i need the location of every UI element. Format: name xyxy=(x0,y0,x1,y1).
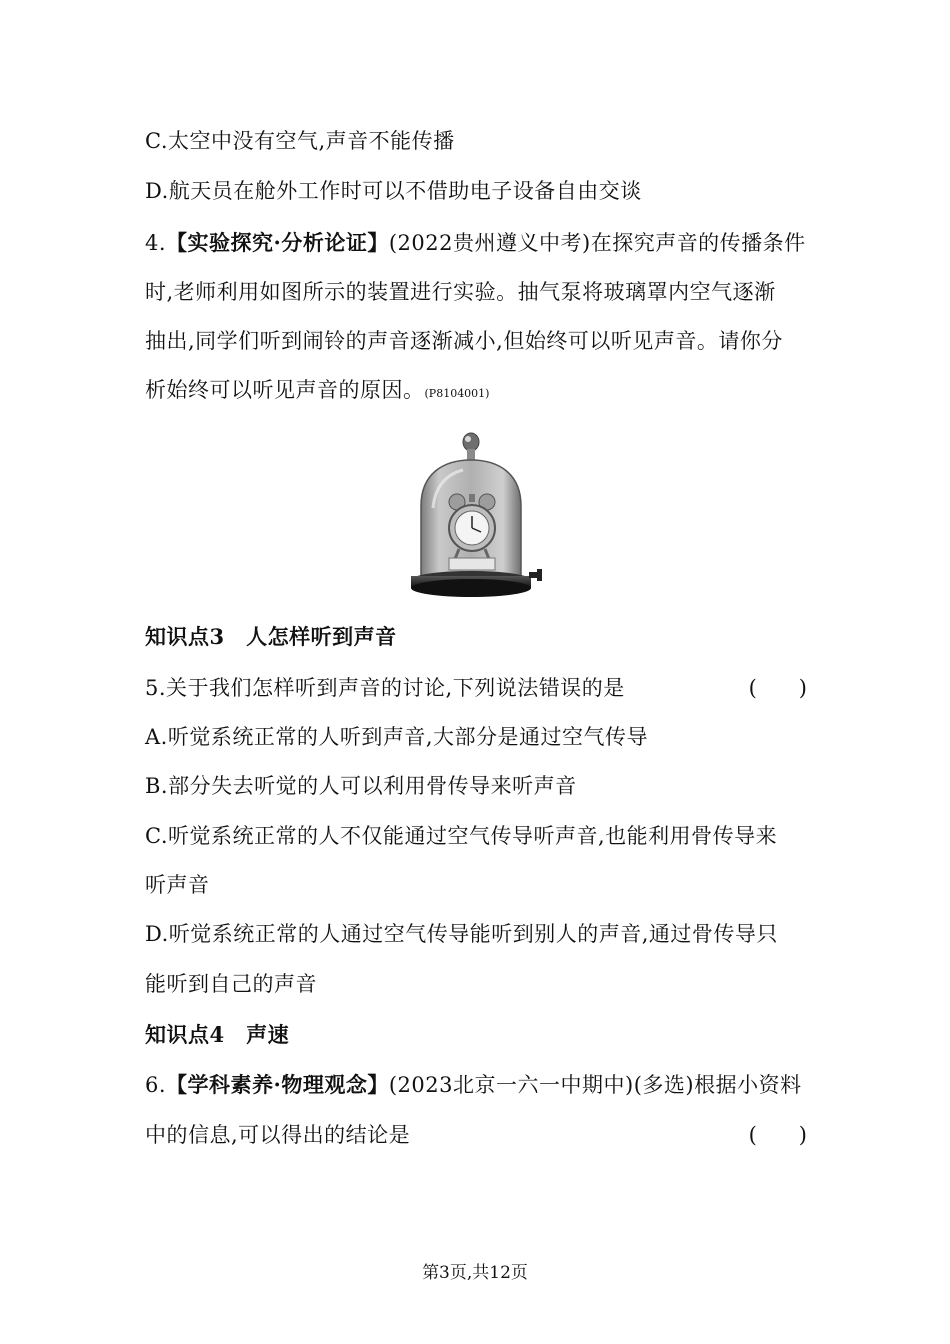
q4-code: (P8104001) xyxy=(424,387,490,400)
section-heading-k3: 知识点3 人怎样听到声音 xyxy=(145,624,397,649)
q5-option-c-line-2: 听声音 xyxy=(145,873,210,897)
q3-option-d: D.航天员在舱外工作时可以不借助电子设备自由交谈 xyxy=(145,179,642,203)
q5-option-d-line-2: 能听到自己的声音 xyxy=(145,972,317,996)
q4-line-2: 时,老师利用如图所示的装置进行实验。抽气泵将玻璃罩内空气逐渐 xyxy=(145,280,776,304)
q6-answer-paren: ( ) xyxy=(748,1123,807,1147)
q6-line-2: 中的信息,可以得出的结论是 xyxy=(145,1123,411,1147)
q4-source: (2022贵州遵义中考)在探究声音的传播条件 xyxy=(388,231,806,255)
q6-tag: 【学科素养·物理观念】 xyxy=(166,1072,389,1097)
q4-line-1 xyxy=(145,228,806,258)
q5-option-a: A.听觉系统正常的人听到声音,大部分是通过空气传导 xyxy=(145,725,649,749)
q5-option-c-line-1: C.听觉系统正常的人不仅能通过空气传导听声音,也能利用骨传导来 xyxy=(145,824,778,848)
q4-tag: 【实验探究·分析论证】 xyxy=(166,230,389,255)
q4-line-3: 抽出,同学们听到闹铃的声音逐渐减小,但始终可以听见声音。请你分 xyxy=(145,329,783,353)
q3-option-c: C.太空中没有空气,声音不能传播 xyxy=(145,129,455,153)
section-heading-k4: 知识点4 声速 xyxy=(145,1022,290,1047)
bell-jar-alarm-clock-figure xyxy=(407,428,545,600)
q6-number: 6. xyxy=(145,1073,167,1097)
q6-line-1 xyxy=(145,1070,802,1100)
q5-stem: 5.关于我们怎样听到声音的讨论,下列说法错误的是 xyxy=(145,676,625,700)
q5-option-b: B.部分失去听觉的人可以利用骨传导来听声音 xyxy=(145,774,577,798)
q5-answer-paren: ( ) xyxy=(748,676,807,700)
q4-line-4 xyxy=(145,375,489,409)
q4-line-4-text: 析始终可以听见声音的原因。 xyxy=(145,378,425,402)
clock-stand xyxy=(449,558,495,570)
q5-option-d-line-1: D.听觉系统正常的人通过空气传导能听到别人的声音,通过骨传导只 xyxy=(145,922,778,946)
page-footer: 第3页,共12页 xyxy=(422,1263,528,1283)
q4-number: 4. xyxy=(145,231,167,255)
q6-source: (2023北京一六一中期中)(多选)根据小资料 xyxy=(388,1073,802,1097)
jar-knob xyxy=(463,433,479,451)
